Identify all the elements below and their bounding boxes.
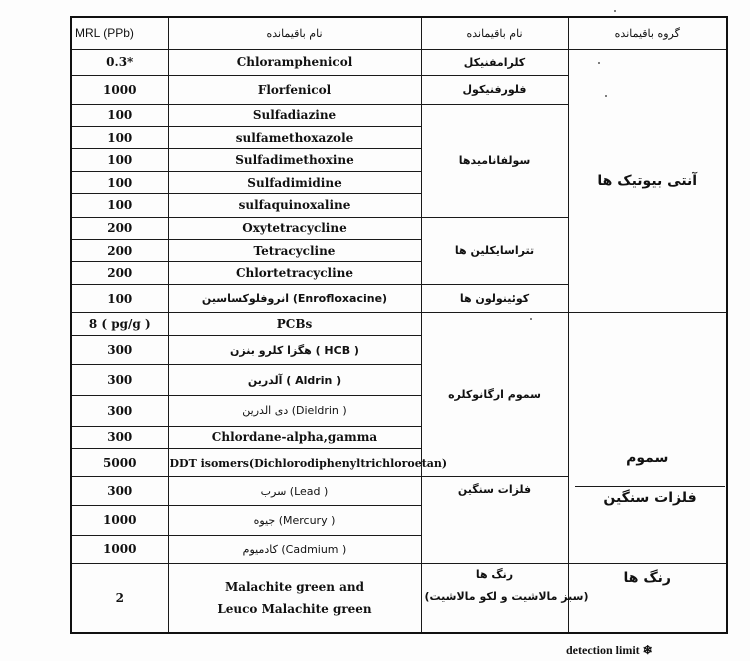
- group-dyes: [421, 564, 589, 633]
- mrl-value: 0.3*: [71, 49, 168, 75]
- residue-name: Tetracycline: [168, 240, 421, 262]
- category-antibiotics: آنتی بیوتیک ها: [568, 49, 727, 313]
- residue-name: انروفلوکساسین (Enrofloxacine): [168, 284, 421, 313]
- residue-name: Oxytetracycline: [168, 217, 421, 239]
- group-sulfonamides: سولفانامیدها: [421, 104, 568, 217]
- residue-name: sulfamethoxazole: [168, 127, 421, 149]
- residue-name: Chlordane-alpha,gamma: [168, 426, 421, 448]
- header-mrl: MRL (PPb): [71, 17, 168, 49]
- table-row: [71, 49, 727, 75]
- mrl-value: 100: [71, 104, 168, 126]
- residue-name: sulfaquinoxaline: [168, 194, 421, 217]
- residue-name: دی الدرین (Dieldrin ): [168, 395, 421, 426]
- residue-name: Florfenicol: [168, 76, 421, 105]
- scan-speck: [605, 95, 607, 97]
- mrl-value: 100: [71, 171, 168, 193]
- residue-name: Sulfadimethoxine: [168, 149, 421, 171]
- group-dyes-line2: (سبز مالاشیت و لکو مالاشیت): [424, 590, 589, 604]
- mrl-value: 300: [71, 395, 168, 426]
- residue-name: سرب (Lead ): [168, 477, 421, 506]
- residue-name: Chloramphenicol: [168, 49, 421, 75]
- table-row: [71, 313, 727, 335]
- residue-name: آلدرین ( Aldrin ): [168, 365, 421, 396]
- mrl-value: 1000: [71, 76, 168, 105]
- category-dyes: رنگ ها: [568, 564, 727, 633]
- residue-name: Sulfadiazine: [168, 104, 421, 126]
- mrl-table: [70, 16, 728, 634]
- scan-speck: [598, 62, 600, 64]
- mrl-value: 8 ( pg/g ): [71, 313, 168, 335]
- residue-name: PCBs: [168, 313, 421, 335]
- mrl-value: 1000: [71, 535, 168, 564]
- header-residue-name: نام باقیمانده: [168, 17, 421, 49]
- mrl-value: 200: [71, 262, 168, 284]
- group-florfenicol: فلورفنیکول: [421, 76, 568, 105]
- mrl-value: 100: [71, 284, 168, 313]
- residue-name-line1: Malachite green and: [224, 580, 365, 595]
- residue-name: هگزا کلرو بنزن ( HCB ): [168, 335, 421, 365]
- mrl-value: 2: [71, 564, 168, 633]
- mrl-value: 300: [71, 477, 168, 506]
- mrl-value: 1000: [71, 505, 168, 535]
- mrl-value: 300: [71, 426, 168, 448]
- category-toxins: سموم: [568, 313, 727, 564]
- table-row: [71, 564, 727, 633]
- footnote: detection limit ❄: [566, 643, 653, 657]
- residue-name: جیوه (Mercury ): [168, 505, 421, 535]
- mrl-value: 100: [71, 149, 168, 171]
- scan-speck: [530, 318, 532, 320]
- group-quinolones: کوئینولون ها: [421, 284, 568, 313]
- residue-name: کادمیوم (Cadmium ): [168, 535, 421, 564]
- header-residue-group: گروه باقیمانده: [568, 17, 727, 49]
- residue-name-dyes: [168, 564, 421, 633]
- group-organochlorine: سموم ارگانوکلره: [421, 313, 568, 477]
- residue-name-line2: Leuco Malachite green: [217, 602, 372, 617]
- scan-speck: [614, 10, 616, 12]
- mrl-value: 100: [71, 127, 168, 149]
- mrl-value: 200: [71, 240, 168, 262]
- group-heavy-metals: فلزات سنگین: [421, 477, 568, 564]
- group-dyes-line1: رنگ ها: [475, 568, 514, 582]
- group-tetracyclines: تتراسایکلین ها: [421, 217, 568, 284]
- header-row: [71, 17, 727, 49]
- residue-name: Chlortetracycline: [168, 262, 421, 284]
- mrl-value: 300: [71, 365, 168, 396]
- residue-name: DDT isomers(Dichlorodiphenyltrichloroetan): [168, 448, 421, 477]
- residue-name: Sulfadimidine: [168, 171, 421, 193]
- mrl-value: 300: [71, 335, 168, 365]
- mrl-value: 5000: [71, 448, 168, 477]
- mrl-value: 100: [71, 194, 168, 217]
- group-chloramphenicol: کلرامفنیکل: [421, 49, 568, 75]
- category-heavy-metals: فلزات سنگین: [575, 486, 725, 506]
- header-residue-name-fa: نام باقیمانده: [421, 17, 568, 49]
- mrl-value: 200: [71, 217, 168, 239]
